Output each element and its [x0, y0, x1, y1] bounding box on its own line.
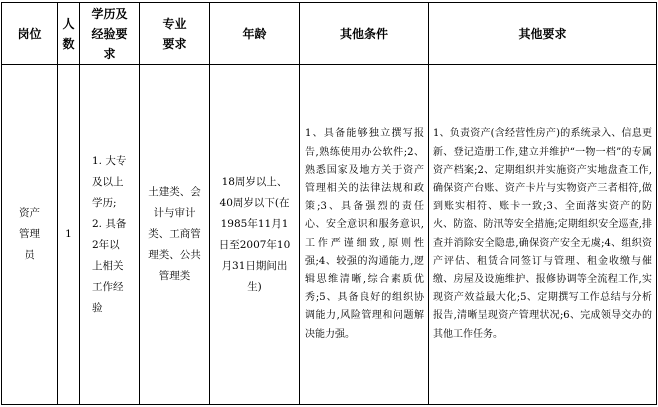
header-count [58, 3, 80, 65]
header-position: 岗位 [2, 3, 58, 65]
age-line: 40周岁以下(在 [219, 196, 290, 209]
header-education-line: 经验要 [91, 26, 128, 41]
header-education-line: 学历及 [91, 6, 128, 21]
education-line: 及以上 [92, 175, 124, 188]
age-line: 生) [247, 280, 262, 293]
cell-education [80, 65, 140, 405]
header-major-line: 要求 [162, 36, 187, 51]
position-line: 员 [24, 249, 35, 262]
header-other-requirements: 其他要求 [429, 3, 657, 65]
header-count-line: 数 [62, 36, 75, 51]
header-other-conditions: 其他条件 [300, 3, 429, 65]
header-row [2, 3, 657, 65]
education-line: 2. 具备 [92, 217, 127, 230]
age-line: 18周岁以上、 [221, 175, 288, 188]
major-line: 土建类、会 [148, 186, 201, 199]
position-line: 管理 [19, 228, 40, 241]
major-line: 管理类 [158, 270, 191, 283]
education-line: 验 [92, 301, 103, 314]
age-line: 日至2007年10 [218, 238, 291, 251]
education-line: 学历; [92, 196, 117, 209]
header-major-line: 专业 [162, 16, 187, 31]
job-posting-table [1, 2, 657, 405]
education-line: 工作经 [92, 280, 124, 293]
cell-age [210, 65, 300, 405]
header-count-line: 人 [62, 16, 75, 31]
education-line: 上相关 [92, 259, 124, 272]
education-line: 2年以 [92, 238, 120, 251]
header-education [80, 3, 140, 65]
header-education-line: 求 [103, 46, 116, 61]
age-line: 1985年11月1 [220, 217, 289, 230]
header-age: 年龄 [210, 3, 300, 65]
major-line: 理类、公共 [148, 249, 201, 262]
education-line: 1. 大专 [92, 154, 127, 167]
other-requirements-text: 1、负责资产(含经营性房产)的系统录入、信息更新、登记造册工作,建立并维护“一物一档”的专属资产档案;2、定期组织并实施资产实地盘查工作,确保资产台账、资产卡片与实物资产三者相符,做到账实相符、账卡一致;3、全面落实资产的防火、防盗、防汛等安全措施;定期组织安全巡查,排查并消除安全隐患,确保资产安全无虞;4、组织资产评估、租赁合同签订与管理、租金收缴与催缴、房屋及设施维护、报修协调等全流程工作,实现资产效益最大化;5、定期撰写工作总结与分析报告,清晰呈现资产管理状况;6、完成领导交办的其他工作任务。 [433, 128, 652, 340]
cell-position [2, 65, 58, 405]
table-row [2, 65, 657, 405]
major-line: 类、工商管 [148, 228, 201, 241]
age-line: 月31日期间出 [221, 259, 288, 272]
header-major [140, 3, 210, 65]
position-line: 资产 [19, 207, 40, 220]
major-line: 计与审计 [153, 207, 196, 220]
cell-count: 1 [58, 65, 80, 405]
cell-other-conditions [300, 65, 429, 405]
cell-major [140, 65, 210, 405]
cell-other-requirements [429, 65, 657, 405]
other-conditions-text: 1、具备能够独立撰写报告,熟练使用办公软件;2、熟悉国家及地方关于资产管理相关的法律法规和政策;3、具备强烈的责任心、安全意识和服务意识,工作严谨细致,原则性强;4、较强的沟通能力,逻辑思维清晰,综合素质优秀;5、具备良好的组织协调能力,风险管理和问题解决能力强。 [305, 128, 424, 340]
